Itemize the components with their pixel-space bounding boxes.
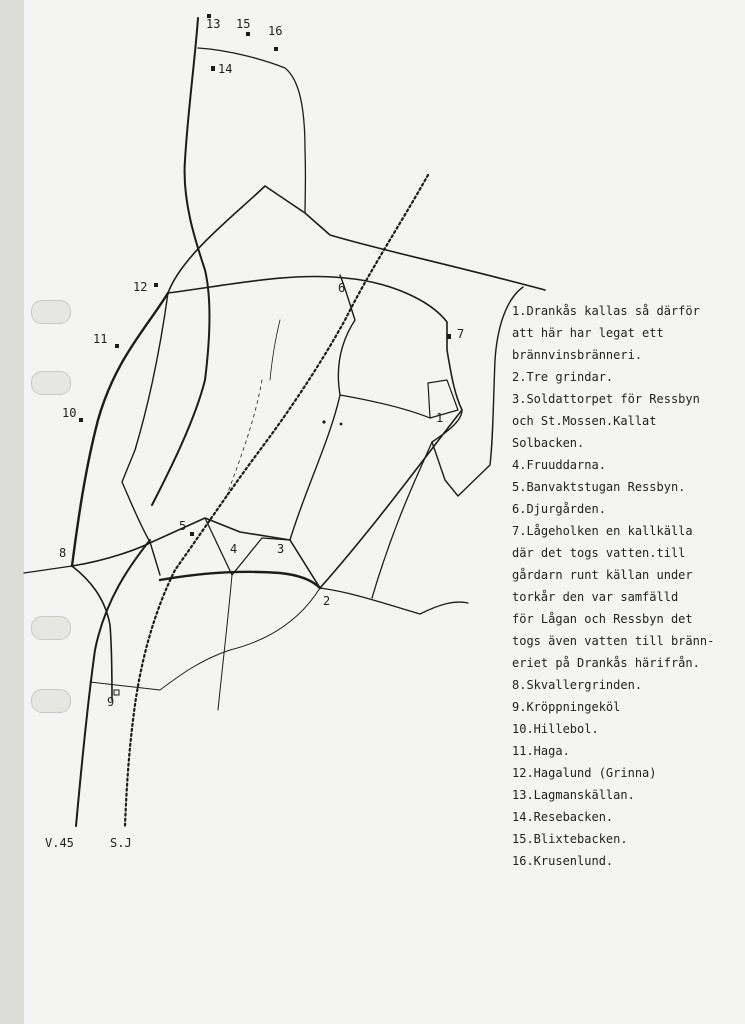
legend-line: 16.Krusenlund. xyxy=(512,854,614,868)
map-number-9: 9 xyxy=(107,695,115,709)
map-number-3: 3 xyxy=(277,542,285,556)
map-number-11: 11 xyxy=(93,332,108,346)
legend-line: 3.Soldattorpet för Ressbyn xyxy=(512,392,700,406)
legend-line: 5.Banvaktstugan Ressbyn. xyxy=(512,480,686,494)
legend-line: 2.Tre grindar. xyxy=(512,370,614,384)
map-number-16: 16 xyxy=(268,24,283,38)
boundary-line xyxy=(372,442,432,598)
legend-line: 11.Haga. xyxy=(512,744,570,758)
track-line xyxy=(198,48,305,213)
map-number-1: 1 xyxy=(436,411,444,425)
map-number-6: 6 xyxy=(338,281,346,295)
track-line xyxy=(90,588,320,690)
boundary-line xyxy=(290,275,355,540)
legend-line: 7.Lågeholken en kallkälla xyxy=(512,524,693,538)
boundary-line xyxy=(340,395,430,418)
boundary-line xyxy=(320,588,468,614)
road-v45 xyxy=(76,540,150,826)
map-number-2: 2 xyxy=(323,594,331,608)
map-number-10: 10 xyxy=(62,406,77,420)
track-line xyxy=(225,380,262,500)
legend-line: 4.Fruuddarna. xyxy=(512,458,606,472)
map-number-15: 15 xyxy=(236,17,251,31)
boundary-line xyxy=(168,276,465,588)
legend-line: gårdarn runt källan under xyxy=(512,568,693,582)
legend-line: 14.Resebacken. xyxy=(512,810,614,824)
marker-15 xyxy=(246,32,250,36)
legend-line: där det togs vatten.till xyxy=(512,546,686,560)
marker-9 xyxy=(114,690,119,695)
boundary-line xyxy=(160,572,320,588)
legend-line: 15.Blixtebacken. xyxy=(512,832,628,846)
legend-line: 8.Skvallergrinden. xyxy=(512,678,643,692)
boundary-line xyxy=(122,293,168,575)
legend-line: 1.Drankås kallas så därför xyxy=(512,304,700,318)
marker-7 xyxy=(447,334,451,339)
track-line xyxy=(218,575,232,710)
marker-5 xyxy=(190,532,194,536)
marker-dot xyxy=(340,423,343,426)
legend-line: togs även vatten till bränn- xyxy=(512,634,715,648)
legend-line: 12.Hagalund (Grinna) xyxy=(512,766,657,780)
legend-line: 13.Lagmanskällan. xyxy=(512,788,635,802)
railway-sj xyxy=(125,175,428,826)
legend-line: 9.Kröppningeköl xyxy=(512,700,621,714)
boundary-line xyxy=(72,293,168,566)
track-line xyxy=(270,320,280,380)
map-number-12: 12 xyxy=(133,280,148,294)
marker-14 xyxy=(211,66,215,71)
legend-line: torkår den var samfälld xyxy=(512,590,679,604)
map-legend xyxy=(512,300,740,872)
map-number-4: 4 xyxy=(230,542,238,556)
map-number-8: 8 xyxy=(59,546,67,560)
road-v45 xyxy=(152,18,210,505)
marker-12 xyxy=(154,283,158,287)
map-number-7: 7 xyxy=(457,327,465,341)
legend-line: för Lågan och Ressbyn det xyxy=(512,612,693,626)
marker-16 xyxy=(274,47,278,51)
legend-line: 6.Djurgården. xyxy=(512,502,606,516)
legend-line: att här har legat ett xyxy=(512,326,664,340)
legend-line: 10.Hillebol. xyxy=(512,722,599,736)
legend-line: eriet på Drankås härifrån. xyxy=(512,656,700,670)
road-label-v45: V.45 xyxy=(45,836,74,850)
map-number-5: 5 xyxy=(179,519,187,533)
marker-dot xyxy=(322,420,325,423)
boundary-line xyxy=(168,186,545,293)
map-number-13: 13 xyxy=(206,17,221,31)
map-number-14: 14 xyxy=(218,62,233,76)
legend-line: och St.Mossen.Kallat xyxy=(512,414,657,428)
marker-10 xyxy=(79,418,83,422)
legend-line: brännvinsbränneri. xyxy=(512,348,643,362)
legend-line: Solbacken. xyxy=(512,436,585,450)
track-line xyxy=(24,566,72,573)
boundary-line xyxy=(432,287,523,496)
marker-11 xyxy=(115,344,119,348)
railway-label-sj: S.J xyxy=(110,836,132,850)
